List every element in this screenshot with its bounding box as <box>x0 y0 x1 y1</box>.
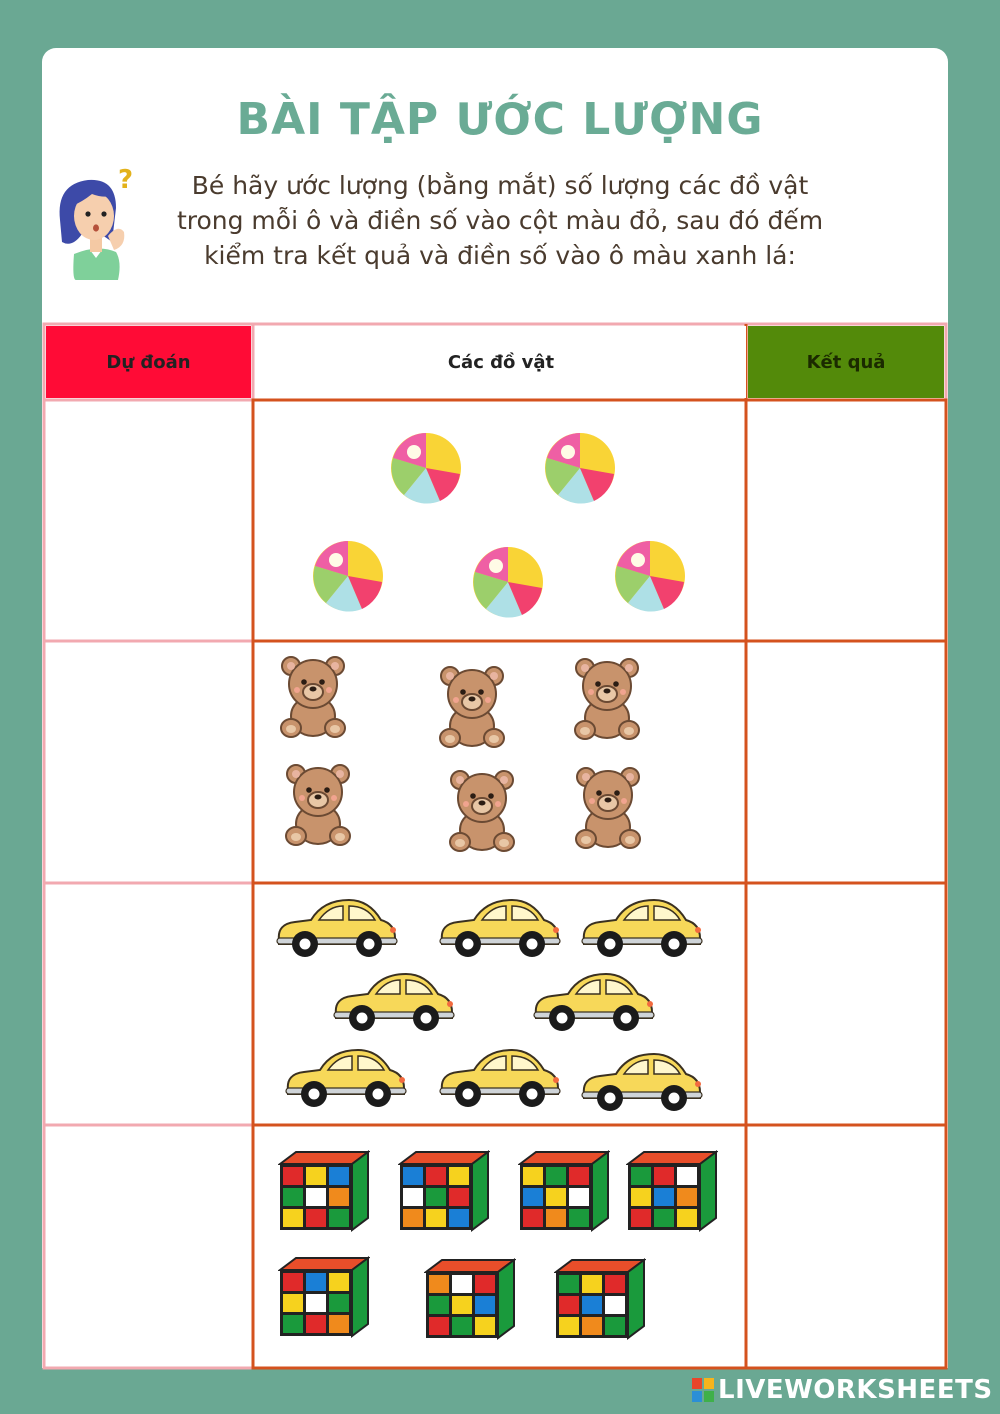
svg-text:?: ? <box>118 165 134 195</box>
result-cell-cubes[interactable] <box>748 1127 944 1366</box>
liveworksheets-logo-icon <box>692 1378 714 1402</box>
guess-cell-cubes[interactable] <box>46 1127 251 1366</box>
result-cell-balls[interactable] <box>748 402 944 639</box>
instruction-line: trong mỗi ô và điền số vào cột màu đỏ, sau đó đếm <box>176 206 824 235</box>
toy-car-icon <box>438 1044 562 1110</box>
rubik-cube-icon <box>278 1256 370 1338</box>
toy-car-icon <box>580 894 704 960</box>
ball-icon <box>472 546 544 618</box>
teddy-bear-icon <box>448 768 516 854</box>
header-items: Các đồ vật <box>256 326 746 398</box>
instructions <box>140 168 860 273</box>
rubik-cube-icon <box>626 1150 718 1232</box>
guess-cell-balls[interactable] <box>46 402 251 639</box>
ball-icon <box>614 540 686 612</box>
estimation-table <box>42 322 948 1370</box>
teddy-bear-icon <box>573 656 641 742</box>
result-cell-cars[interactable] <box>748 885 944 1123</box>
teddy-bear-icon <box>279 654 347 740</box>
rubik-cube-icon <box>518 1150 610 1232</box>
instruction-line: Bé hãy ước lượng (bằng mắt) số lượng các đồ vật <box>191 171 809 200</box>
teddy-bear-icon <box>574 765 642 851</box>
liveworksheets-logo <box>692 1374 993 1406</box>
ball-icon <box>544 432 616 504</box>
toy-car-icon <box>284 1044 408 1110</box>
toy-car-icon <box>532 968 656 1034</box>
page-title: BÀI TẬP ƯỚC LƯỢNG <box>236 94 764 145</box>
rubik-cube-icon <box>554 1258 646 1340</box>
rubik-cube-icon <box>278 1150 370 1232</box>
guess-cell-cars[interactable] <box>46 885 251 1123</box>
guess-cell-bears[interactable] <box>46 643 251 881</box>
header-guess: Dự đoán <box>46 326 251 398</box>
header-result: Kết quả <box>748 326 944 398</box>
brand-text: LIVEWORKSHEETS <box>718 1375 993 1405</box>
toy-car-icon <box>332 968 456 1034</box>
thinking-girl-icon <box>52 162 152 280</box>
teddy-bear-icon <box>438 664 506 750</box>
ball-icon <box>312 540 384 612</box>
instruction-line: kiểm tra kết quả và điền số vào ô màu xanh lá: <box>204 241 796 270</box>
toy-car-icon <box>438 894 562 960</box>
rubik-cube-icon <box>398 1150 490 1232</box>
toy-car-icon <box>275 894 399 960</box>
toy-car-icon <box>580 1048 704 1114</box>
teddy-bear-icon <box>284 762 352 848</box>
result-cell-bears[interactable] <box>748 643 944 881</box>
rubik-cube-icon <box>424 1258 516 1340</box>
ball-icon <box>390 432 462 504</box>
